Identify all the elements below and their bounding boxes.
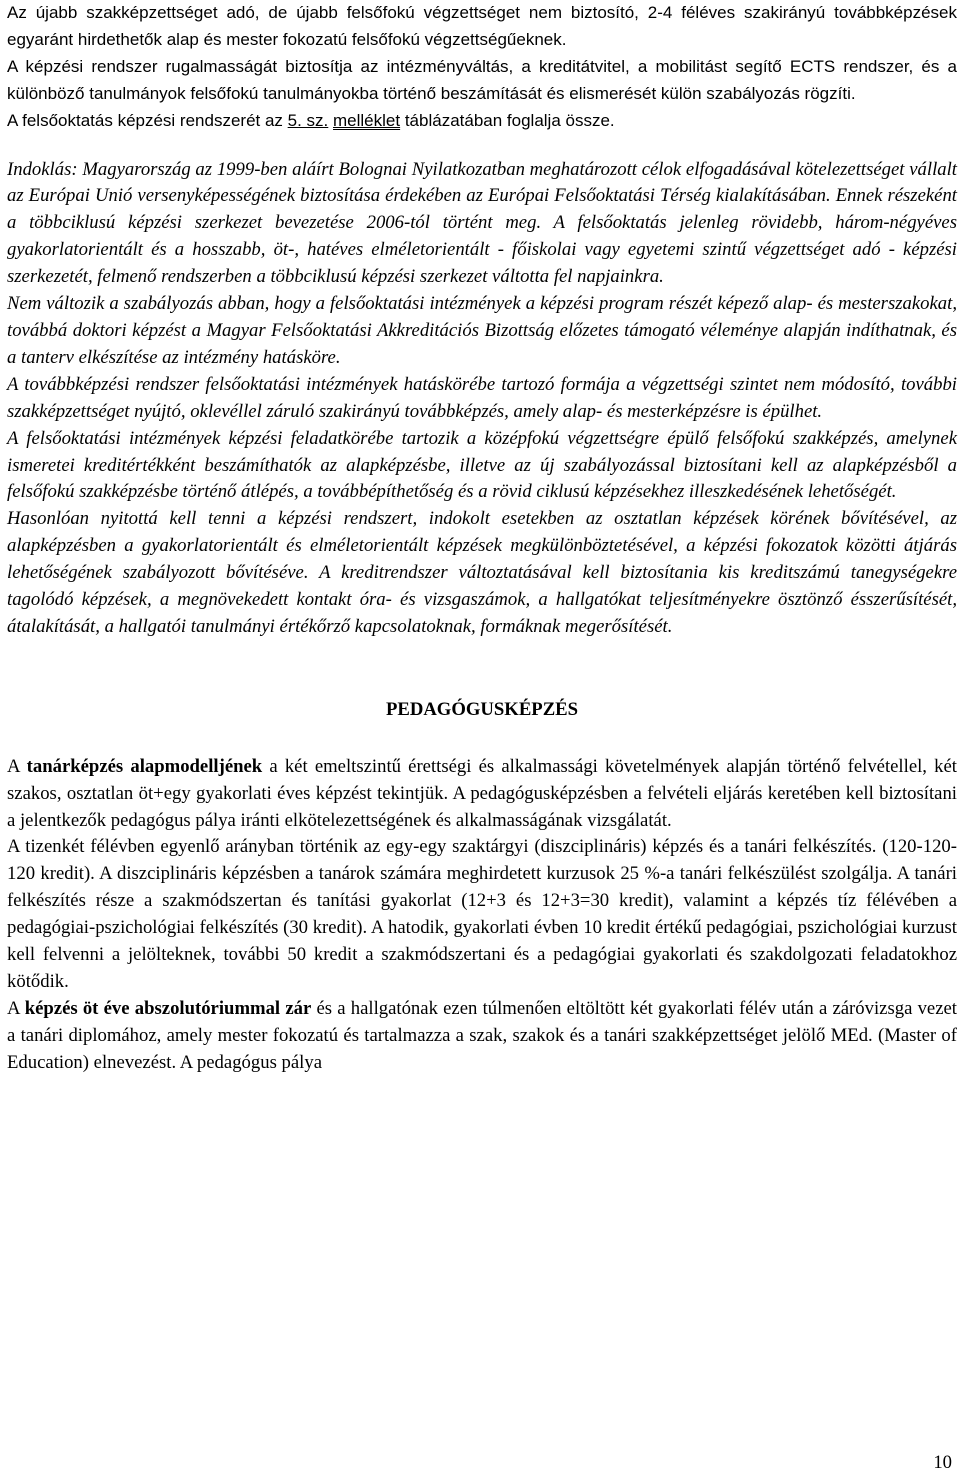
justification-section xyxy=(7,157,957,641)
document-page xyxy=(7,0,957,1077)
teacher-p3-start: A xyxy=(7,997,25,1019)
teacher-p1-bold: tanárképzés alapmodelljének xyxy=(26,755,263,777)
teacher-p1-start: A xyxy=(7,755,27,777)
section-gap xyxy=(7,135,957,157)
justification-paragraph-2: Nem változik a szabályozás abban, hogy a felsőoktatási intézmények a képzési program részét képező alap- és mesterszakokat, továbbá doktori képzést a Magyar Felsőoktatási Akkreditációs Bizottság előzetes támogató véleménye alapján indíthatnak, és a tanterv elkészítése az intézmény hatásköre. xyxy=(7,293,957,368)
teacher-p3-bold: képzés öt éve abszolutóriummal zár xyxy=(24,997,312,1019)
intro-paragraph-2: A képzési rendszer rugalmasságát biztosítja az intézményváltás, a kreditátvitel, a mobilitást segítő ECTS rendszer, és a különböző tanulmányok felsőfokú tanulmányokba történő beszámítását és elismerését külön szabályozás rögzíti. xyxy=(7,56,957,103)
intro-paragraph-3 xyxy=(7,108,957,135)
intro-paragraph-1: Az újabb szakképzettséget adó, de újabb felsőfokú végzettséget nem biztosító, 2-4 féléves szakirányú továbbképzések egyaránt hirdethetők alap és mester fokozatú felsőfokú végzettségűeknek. xyxy=(7,3,957,49)
page-number: 10 xyxy=(933,1452,952,1473)
justification-paragraph-5: Hasonlóan nyitottá kell tenni a képzési rendszert, indokolt esetekben az osztatlan képzések körének bővítésével, az alapképzésben a gyakorlatorientált és elméletorientált képzések megkülönböztetésével, a képzési fokozatok közötti átjárás lehetőségének szabályozott bővítéséve. A kreditrendszer változtatásával kell biztosítania kis kreditszámú tanegységekre tagolódó képzések, a megnövekedett kontakt óra- és vizsgaszámok, a hallgatókat teljesítményekre ösztönző ésszerűsítését, átalakítását, a hallgatói tanulmányi értékőrző kapcsolatoknak, formáknak megerősítését. xyxy=(7,508,957,637)
teacher-paragraph-1 xyxy=(7,754,957,835)
section-heading: PEDAGÓGUSKÉPZÉS xyxy=(385,698,579,720)
teacher-paragraph-3 xyxy=(7,996,957,1077)
teacher-paragraph-2: A tizenkét félévben egyenlő arányban történik az egy-egy szaktárgyi (diszciplináris) képzés és a tanári felkészítés. (120-120-120 kredit). A diszciplináris képzésben a tanárok számára meghirdetett kurzusok 25 %-a tanári felkészülést szolgálja. A tanári felkészítés része a szakmódszertan és tanítási gyakorlat (12+3 és 12+3=30 kredit), valamint a képzés tíz félévében a pedagógiai-pszichológiai felkészítés (30 kredit). A hatodik, gyakorlati évben 10 kredit értékű pedagógiai, pszichológiai kurzust kell felvenni a jelölteknek, további 50 kredit a szakmódszertani és a pedagógiai gyakorlati és szakdolgozati feladatokhoz kötődik. xyxy=(7,836,957,992)
intro-p3-text-start: A felsőoktatás képzési rendszerét az xyxy=(7,110,288,130)
justification-paragraph-3: A továbbképzési rendszer felsőoktatási intézmények hatáskörébe tartozó formája a végzettségi szintet nem módosító, további szakképzettséget nyújtó, oklevéllel záruló szakirányú továbbképzés, amely alap- és mesterképzésre is épülhet. xyxy=(7,373,957,422)
annex-number-link[interactable]: 5. sz. xyxy=(287,110,329,130)
justification-paragraph-1: Indoklás: Magyarország az 1999-ben aláírt Bolognai Nyilatkozatban meghatározott célok elfogadásával kötelezettséget vállalt az Európai Unió versenyképességének biztosítása érdekében az Európai Felsőoktatási Térség kialakításában. Ennek részeként a többciklusú képzési szerkezet bevezetése 2006-tól történt meg. A felsőoktatás jelenleg rövidebb, három-négyéves gyakorlatorientált és a hosszabb, öt-, hatéves elméletorientált - főiskolai vagy egyetemi szintű végzettséget adó - képzési szerkezetét, felmenő rendszerben a többciklusú képzési szerkezet váltotta fel napjainkra. xyxy=(7,158,957,288)
annex-link[interactable]: melléklet xyxy=(333,110,401,130)
teacher-p1-end: a két emeltszintű érettségi és alkalmassági követelmények alapján történő felvétellel, két szakos, osztatlan öt+egy gyakorlati éves képzést tekintjük. A pedagógusképzésben a felvételi eljárás keretében kell biztosítani a jelentkezők pedagógus pálya iránti elkötelezettségének és alkalmasságának vizsgálatát. xyxy=(7,755,957,831)
justification-paragraph-4: A felsőoktatási intézmények képzési feladatkörébe tartozik a középfokú végzettségre épülő felsőfokú szakképzés, amelynek ismeretei kreditértékként beszámíthatók az alapképzésbe, illetve az új szabályozással biztosítani kell az alapképzésből a felsőfokú szakképzésbe történő átlépés, a továbbépíthetőség és a rövid ciklusú képzésekhez illeszkedésének lehetőségét. xyxy=(7,427,957,503)
teacher-p3-end: és a hallgatónak ezen túlmenően eltöltött két gyakorlati félév után a záróvizsga vezet a tanári diplomához, amely mester fokozatú és tartalmazza a szak, szakok és a tanári szakképzettséget jelölő MEd. (Master of Education) elnevezést. A pedagógus pálya xyxy=(7,997,957,1073)
intro-p3-text-end: táblázatában foglalja össze. xyxy=(400,110,615,130)
teacher-training-section xyxy=(7,754,957,1077)
